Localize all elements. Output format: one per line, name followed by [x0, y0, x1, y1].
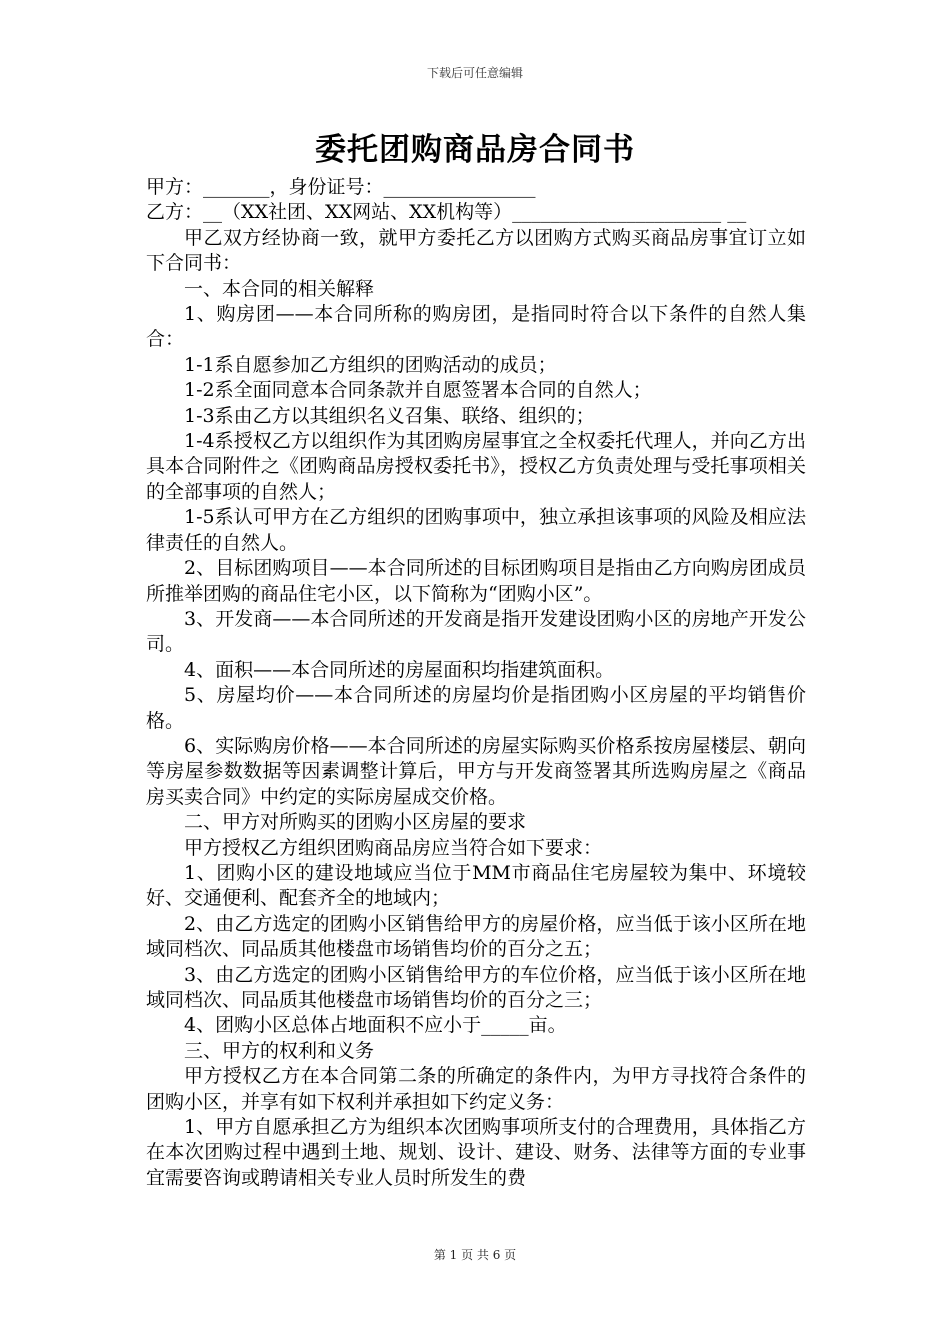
paragraph-item: 1-1系自愿参加乙方组织的团购活动的成员； — [184, 353, 557, 376]
paragraph-item: 5、房屋均价——本合同所述的房屋均价是指团购小区房屋的平均销售价格。 — [146, 684, 806, 732]
paragraph-item: 4、团购小区总体占地面积不应小于_____亩。 — [184, 1014, 567, 1037]
paragraph-item: 1、购房团——本合同所称的购房团，是指同时符合以下条件的自然人集合： — [146, 303, 806, 351]
paragraph-item: 2、由乙方选定的团购小区销售给甲方的房屋价格，应当低于该小区所在地域同档次、同品质其他楼盘市场销售均价的百分之五； — [146, 912, 806, 961]
document-body — [146, 175, 806, 1191]
paragraph-preamble: 甲乙双方经协商一致，就甲方委托乙方以团购方式购买商品房事宜订立如下合同书： — [146, 226, 806, 275]
section-heading-2: 二、甲方对所购买的团购小区房屋的要求 — [184, 811, 527, 834]
document-title: 委托团购商品房合同书 — [315, 132, 635, 168]
page-header: 下载后可任意编辑 — [426, 66, 523, 80]
paragraph-item: 1-4系授权乙方以组织作为其团购房屋事宜之全权委托代理人，并向乙方出具本合同附件之《团购商品房授权委托书》，授权乙方负责处理与受托事项相关的全部事项的自然人； — [146, 430, 806, 503]
page-footer: 第 1 页 共 6 页 — [433, 1248, 517, 1262]
paragraph-item: 6、实际购房价格——本合同所述的房屋实际购买价格系按房屋楼层、朝向等房屋参数数据等因素调整计算后，甲方与开发商签署其所选购房屋之《商品房买卖合同》中约定的实际房屋成交价格。 — [146, 734, 806, 808]
paragraph-item: 1、甲方自愿承担乙方为组织本次团购事项所支付的合理费用，具体指乙方在本次团购过程中遇到土地、规划、设计、建设、财务、法律等方面的专业事宜需要咨询或聘请相关专业人员时所发生的费 — [146, 1116, 806, 1189]
party-b-line: 乙方：__（XX社团、XX网站、XX机构等）______________________ __ — [146, 201, 747, 224]
paragraph-item: 1-3系由乙方以其组织名义召集、联络、组织的； — [184, 404, 595, 427]
paragraph-item: 1-5系认可甲方在乙方组织的团购事项中，独立承担该事项的风险及相应法律责任的自然人。 — [146, 506, 806, 554]
paragraph-item: 2、目标团购项目——本合同所述的目标团购项目是指由乙方向购房团成员所推举团购的商品住宅小区，以下简称为“团购小区”。 — [146, 557, 806, 605]
section-heading-3: 三、甲方的权利和义务 — [184, 1039, 375, 1062]
paragraph-item: 3、开发商——本合同所述的开发商是指开发建设团购小区的房地产开发公司。 — [146, 607, 806, 656]
paragraph-item: 3、由乙方选定的团购小区销售给甲方的车位价格，应当低于该小区所在地域同档次、同品质其他楼盘市场销售均价的百分之三； — [146, 963, 806, 1011]
party-a-line: 甲方：_______，身份证号：________________ — [146, 176, 536, 198]
section-heading-1: 一、本合同的相关解释 — [184, 277, 375, 300]
paragraph-item: 1-2系全面同意本合同条款并自愿签署本合同的自然人； — [184, 379, 652, 402]
paragraph-item: 甲方授权乙方组织团购商品房应当符合如下要求： — [184, 836, 603, 859]
paragraph-item: 甲方授权乙方在本合同第二条的所确定的条件内，为甲方寻找符合条件的团购小区，并享有如下权利并承担如下约定义务： — [146, 1065, 806, 1113]
paragraph-item: 4、面积——本合同所述的房屋面积均指建筑面积。 — [184, 658, 615, 681]
paragraph-item: 1、团购小区的建设地域应当位于MM市商品住宅房屋较为集中、环境较好、交通便利、配套齐全的地域内； — [146, 861, 806, 910]
